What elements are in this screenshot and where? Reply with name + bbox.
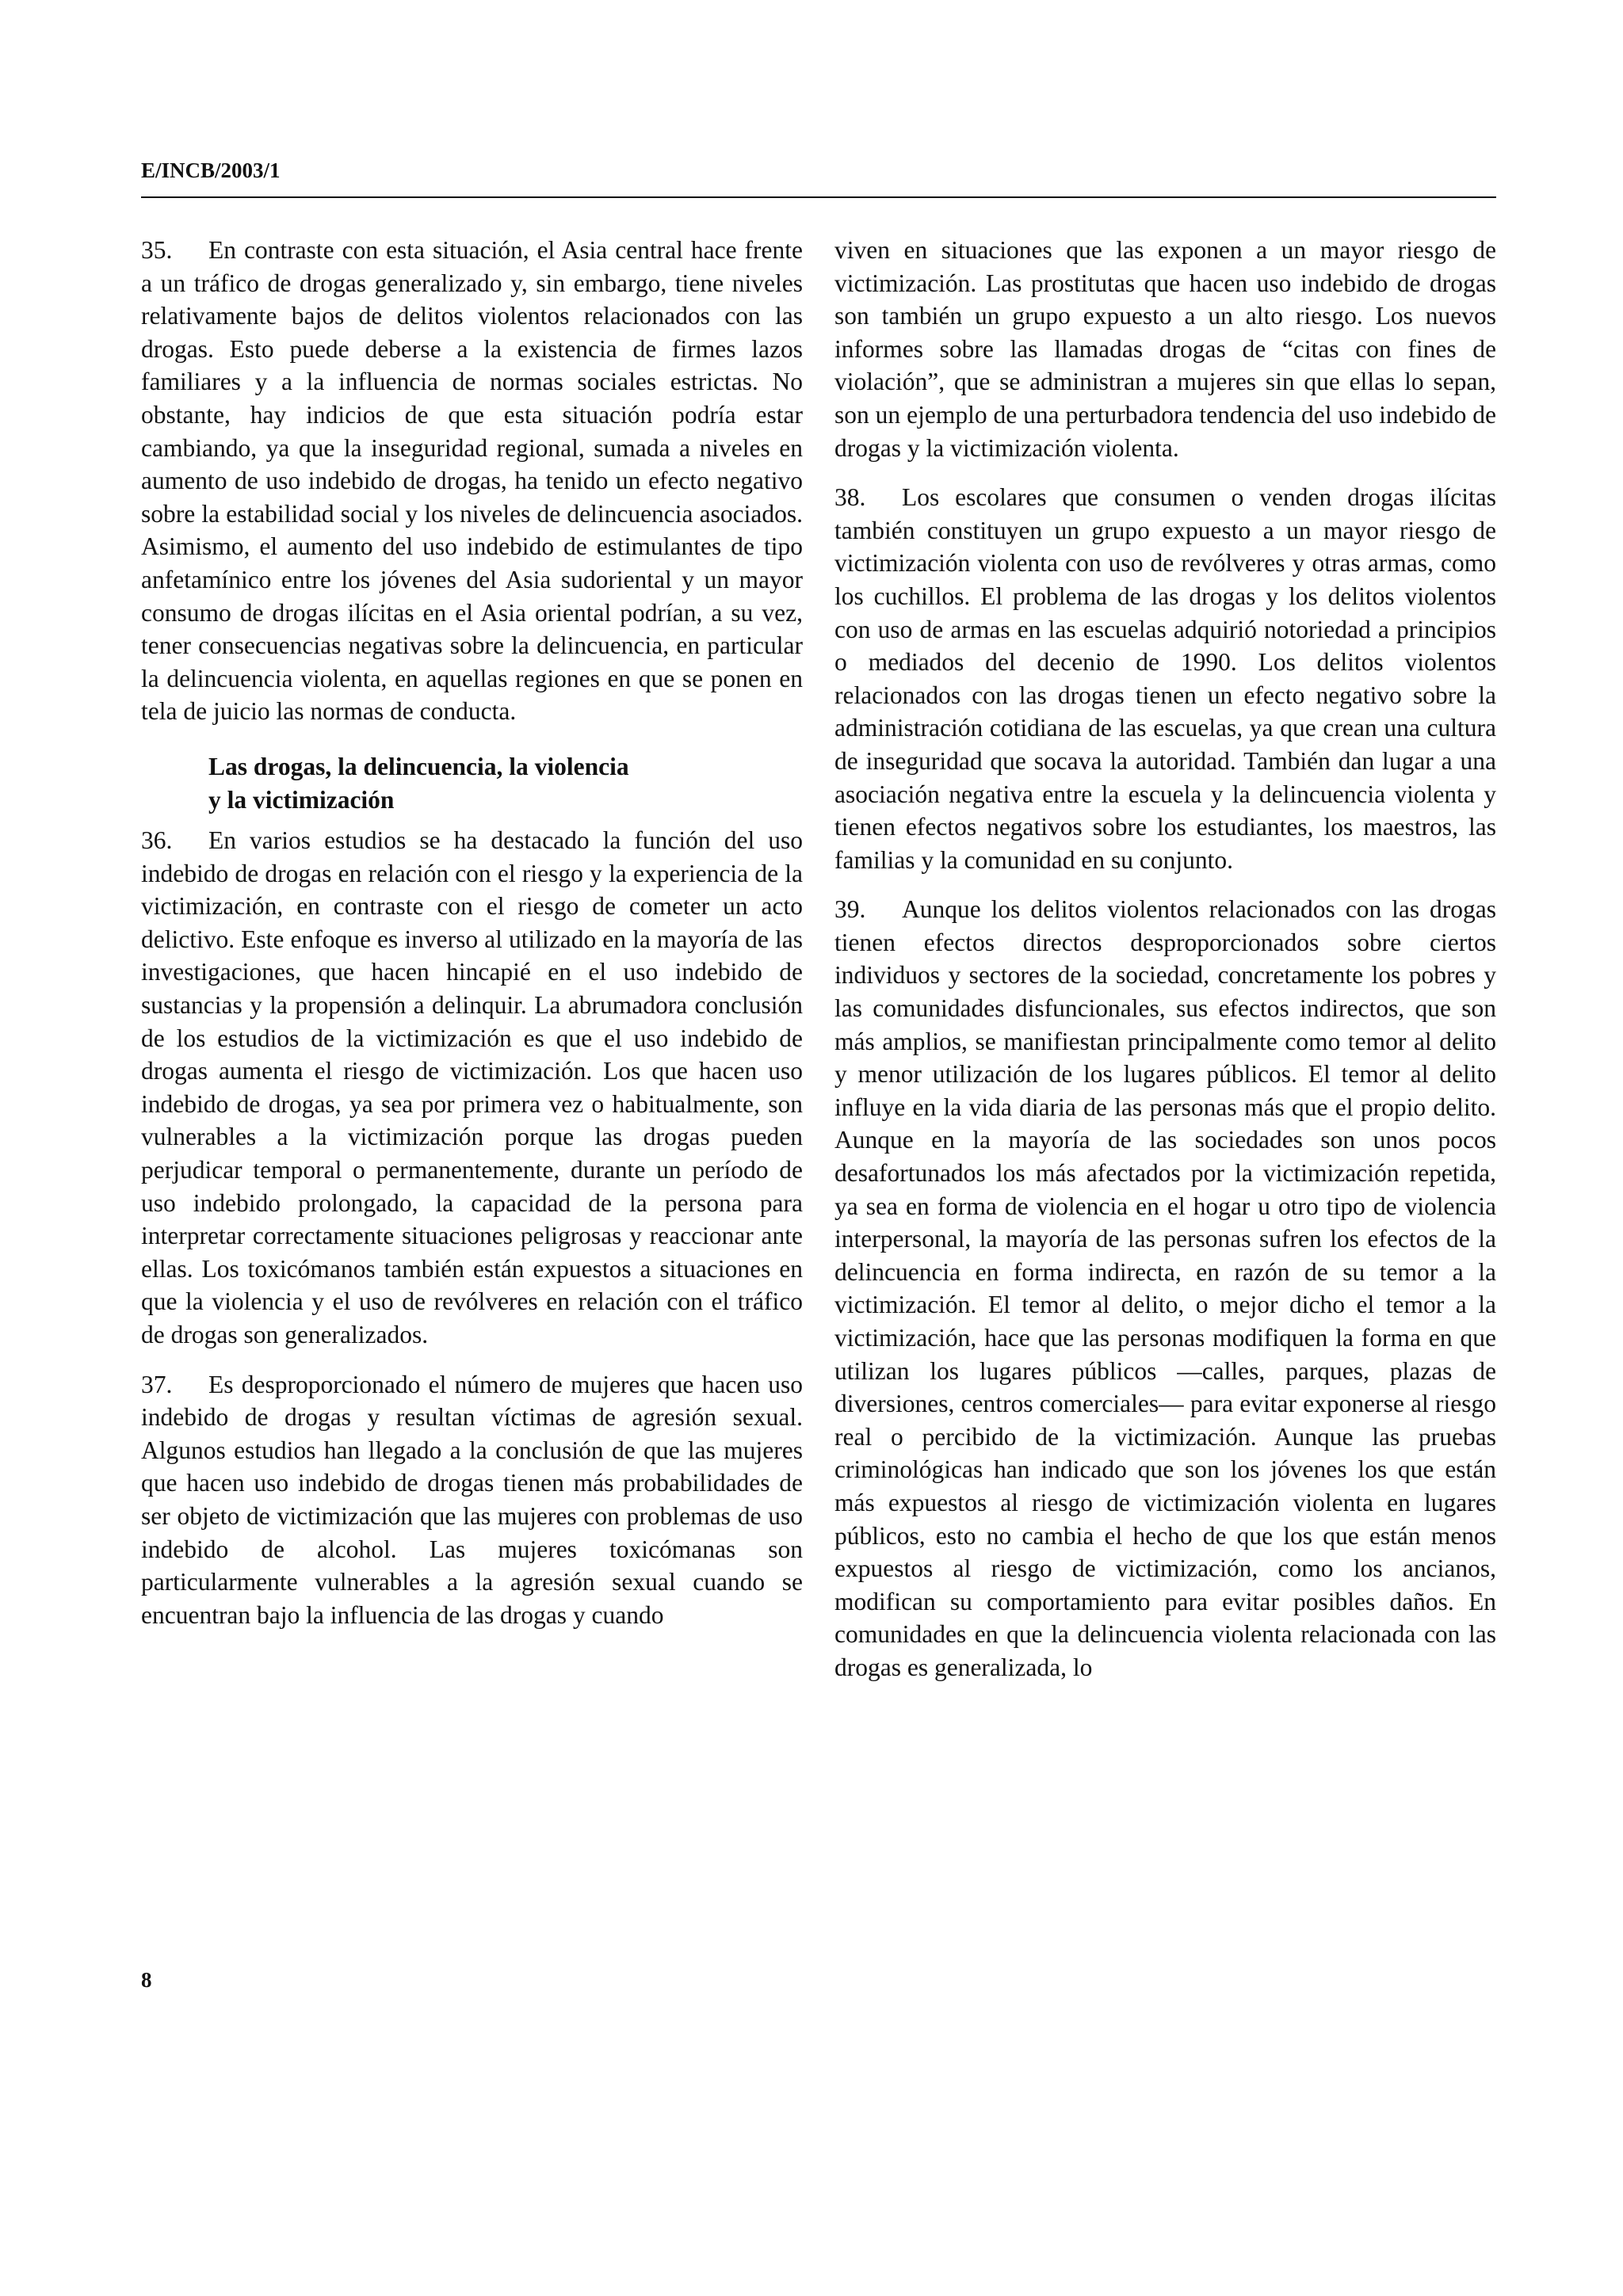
paragraph-number: 36. [141,826,173,855]
paragraph-39 [834,893,1496,1684]
left-column [141,234,803,1648]
paragraph-text: Aunque los delitos violentos relacionados con las drogas tienen efectos directos desproporcionados sobre ciertos individuos y sectores de la sociedad, concretamente los pobres y las comunidades disfuncionales, sus efectos indirectos, que son más amplios, se manifiestan principalmente como temor al delito y menor utilización de los lugares públicos. El temor al delito influye en la vida diaria de las personas más que el propio delito. Aunque en la mayoría de las sociedades son unos pocos desafortunados los más afectados por la victimización repetida, ya sea en forma de violencia en el hogar u otro tipo de violencia interpersonal, la mayoría de las personas sufren los efectos de la delincuencia en forma indirecta, en razón de su temor a la victimización. El temor al delito, o mejor dicho el temor a la victimización, hace que las personas modifiquen la forma en que utilizan los lugares públicos —calles, parques, plazas de diversiones, centros comerciales— para evitar exponerse al riesgo real o percibido de la victimización. Aunque las pruebas criminológicas han indicado que son los jóvenes los que están más expuestos al riesgo de victimización violenta en lugares públicos, esto no cambia el hecho de que los que están menos expuestos al riesgo de victimización, como los ancianos, modifican su comportamiento para evitar posibles daños. En comunidades en que la delincuencia violenta relacionada con las drogas es generalizada, lo [834,895,1496,1681]
paragraph-text: En varios estudios se ha destacado la función del uso indebido de drogas en relación con el riesgo y la experiencia de la victimización, en contraste con el riesgo de cometer un acto delictivo. Este enfoque es inverso al utilizado en la mayoría de las investigaciones, que hacen hincapié en el uso indebido de sustancias y la propensión a delinquir. La abrumadora conclusión de los estudios de la victimización es que el uso indebido de drogas aumenta el riesgo de victimización. Los que hacen uso indebido de drogas, ya sea por primera vez o habitualmente, son vulnerables a la victimización porque las drogas pueden perjudicar temporal o permanentemente, durante un período de uso indebido prolongado, la capacidad de la persona para interpretar correctamente situaciones peligrosas y reaccionar ante ellas. Los toxicómanos también están expuestos a situaciones en que la violencia y el uso de revólveres en relación con el tráfico de drogas son generalizados. [141,826,803,1348]
paragraph-text: Es desproporcionado el número de mujeres que hacen uso indebido de drogas y resultan víctimas de agresión sexual. Algunos estudios han llegado a la conclusión de que las mujeres que hacen uso indebido de drogas tienen más probabilidades de ser objeto de victimización que las mujeres con problemas de uso indebido de alcohol. Las mujeres toxicómanas son particularmente vulnerables a la agresión sexual cuando se encuentran bajo la influencia de las drogas y cuando [141,1370,803,1629]
paragraph-number: 37. [141,1370,173,1398]
paragraph-37-continued: viven en situaciones que las exponen a un mayor riesgo de victimización. Las prostitutas que hacen uso indebido de drogas son también un grupo expuesto a un alto riesgo. Los nuevos informes sobre las llamadas drogas de “citas con fines de violación”, que se administran a mujeres sin que ellas lo sepan, son un ejemplo de una perturbadora tendencia del uso indebido de drogas y la victimización violenta. [834,236,1496,462]
paragraph-36 [141,824,803,1352]
heading-line-2: y la victimización [208,785,395,814]
paragraph-37 [141,1368,803,1632]
paragraph-number: 38. [834,483,866,512]
heading-line-1: Las drogas, la delincuencia, la violencia [208,752,629,780]
page-number: 8 [141,1968,152,1992]
section-heading [208,750,803,816]
page-header [141,158,1496,198]
right-column [834,234,1496,1701]
paragraph-number: 35. [141,236,173,264]
paragraph-text: Los escolares que consumen o venden drogas ilícitas también constituyen un grupo expuesto a un mayor riesgo de victimización violenta con uso de revólveres y otras armas, como los cuchillos. El problema de las drogas y los delitos violentos con uso de armas en las escuelas adquirió notoriedad a principios o mediados del decenio de 1990. Los delitos violentos relacionados con las drogas tienen un efecto negativo sobre la administración cotidiana de las escuelas, ya que crean una cultura de inseguridad que socava la autoridad. También dan lugar a una asociación negativa entre la escuela y la delincuencia violenta y tienen efectos negativos sobre los estudiantes, los maestros, las familias y la comunidad en su conjunto. [834,483,1496,874]
paragraph-text: En contraste con esta situación, el Asia central hace frente a un tráfico de drogas generalizado y, sin embargo, tiene niveles relativamente bajos de delitos violentos relacionados con las drogas. Esto puede deberse a la existencia de firmes lazos familiares y a la influencia de normas sociales estrictas. No obstante, hay indicios de que esta situación podría estar cambiando, ya que la inseguridad regional, sumada a niveles en aumento de uso indebido de drogas, ha tenido un efecto negativo sobre la estabilidad social y los niveles de delincuencia asociados. Asimismo, el aumento del uso indebido de estimulantes de tipo anfetamínico entre los jóvenes del Asia sudoriental y un mayor consumo de drogas ilícitas en el Asia oriental podrían, a su vez, tener consecuencias negativas sobre la delincuencia, en particular la delincuencia violenta, en aquellas regiones en que se ponen en tela de juicio las normas de conducta. [141,236,803,726]
document-symbol: E/INCB/2003/1 [141,158,281,182]
paragraph-number: 39. [834,895,866,924]
paragraph-35 [141,234,803,728]
paragraph-38 [834,481,1496,876]
